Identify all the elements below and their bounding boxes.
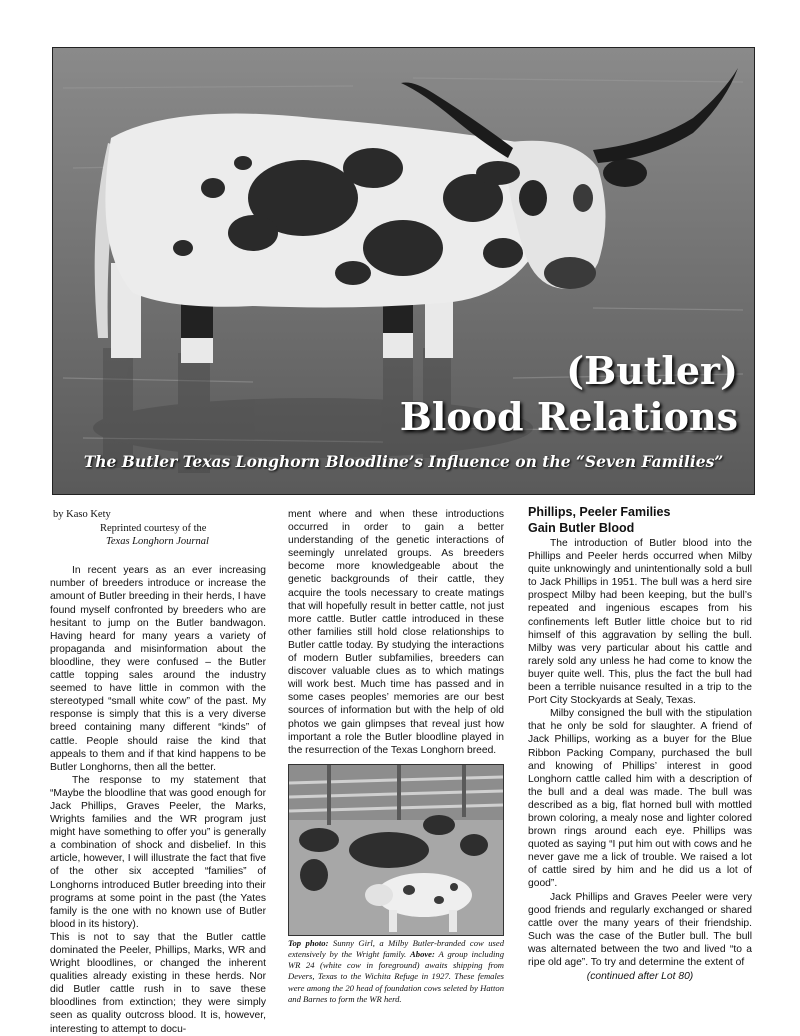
- column-3: [528, 505, 752, 983]
- paragraph: Milby consigned the bull with the stipulation that he only be sold for slaughter. A friend of Jack Phillips, working as a buyer for the Blue Ribbon Packing Company, purchased the bull and knowing of Phillips’ interest in good Longhorn cattle called him with a description of the bull and a deal was made. The bull was described as a big, flat horned bull with mottled brown coloring, a mealy nose and lighter colored brown rings around each eye. Phillips was quoted as saying “I put him out with cows and he never gave me a lick of trouble. We raised a lot of cattle sired by him and he did us a lot of good”.: [528, 708, 752, 890]
- photo-caption: [288, 938, 504, 1005]
- caption-text-top: Sunny Girl, a Milby Butler-branded cow used extensively by the Wright family.: [288, 937, 505, 959]
- caption-label-above: Above:: [410, 948, 435, 959]
- article-title-line1: (Butler): [566, 348, 738, 393]
- section-heading-line2: Gain Butler Blood: [528, 521, 635, 535]
- column-1: [50, 508, 266, 1036]
- cattle-group-photo: [288, 764, 504, 936]
- article-subtitle: The Butler Texas Longhorn Bloodline’s Influence on the “Seven Families”: [83, 452, 724, 471]
- section-heading-line1: Phillips, Peeler Families: [528, 505, 671, 519]
- caption-label-top: Top photo:: [288, 937, 329, 948]
- paragraph: Jack Phillips and Graves Peeler were very good friends and regularly exchanged or shared cattle over the many years of their friendship. Such was the case of the Butler bull. The bull was alternated between the two and lived “to a ripe old age”. To try and determine the extent of: [528, 891, 752, 968]
- paragraph: The introduction of Butler blood into the Phillips and Peeler herds occurred when Milby quite unknowingly and unintentionally sold a bull to Jack Phillips in 1951. The bull was a herd sire prospect Milby had been keeping, but the bull’s repeated and ingenious escapes from his confinements left Butler little choice but to rid himself of this aggravation by selling the bull. Milby was very particular about his cattle and rarely sold any unless he had come to know the buyer quite well. This, plus the fact the bull had been a terrible nuisance resulted in a trip to the Port City Stockyards at Sealy, Texas.: [528, 538, 752, 707]
- paragraph: ment where and when these introductions occurred in order to gain a better understanding of the genetic interactions of seemingly unrelated groups. As breeders become more knowledgeable about the genetic backgrounds of their cattle, they acquire the tools necessary to create matings that will hopefully result in better cattle, not just more cattle. Butler cattle introduced in these other families still hold close relationships to Butler cattle today. By studying the interactions of modern Butler subfamilies, breeders can discover valuable clues as to which matings will work best. Much time has passed and in some cases peoples’ memories are our best sources of information but with the help of old photos we gain glimpses that reveal just how important a role the Butler bloodline played in the resurrection of the Texas Longhorn breed.: [288, 509, 504, 756]
- byline-author: by Kaso Kety: [53, 509, 111, 520]
- paragraph: The response to my statement that “Maybe the bloodline that was good enough for Jack Phillips, Graves Peeler, the Marks, Wrights families and the WR program just might have something to offer you” is generally a combination of shock and disbelief. In this article, however, I will illustrate the fact that five of the other six accepted “families” of Longhorns introduced Butler breeding into their programs at some point in the past (the Yates family is the one with no known use of Butler blood in its history).: [50, 774, 266, 930]
- paragraph: This is not to say that the Butler cattle dominated the Peeler, Phillips, Marks, WR and Wright bloodlines, or changed the inherent qualities already existing in these herds. Nor did Butler cattle rush in to save these bloodlines from extinction; they were simply seen as quality outcross blood. It is, however, interesting to attempt to docu-: [50, 931, 266, 1035]
- continued-note: (continued after Lot 80): [586, 971, 694, 983]
- reprint-publication: Texas Longhorn Journal: [106, 536, 209, 548]
- article-title-line2: Blood Relations: [399, 394, 738, 439]
- reprint-credit: Reprinted courtesy of the: [100, 523, 207, 535]
- caption-text-above: A group including WR 24 (white cow in foreground) awaits shipping from Devers, Texas to the Wichita Refuge in 1927. These females were among the 20 head of foundation cows seleted by Hatton and Barnes to form the WR herd.: [288, 948, 505, 1004]
- cattle-pen-illustration: [289, 765, 503, 935]
- hero-photo: [52, 47, 755, 495]
- column-2: [288, 508, 504, 1005]
- paragraph: In recent years as an ever increasing number of breeders introduce or increase the amount of Butler breeding in their herds, I have found myself confronted by breeders who are hesitant to jump on the Butler bandwagon. Having heard for many years a variety of propaganda and misinformation about the bloodline, they were confused – the Butler cattle topping sales around the industry seemed to have little in common with the stereotyped “small white cow” of the past. My response is simply that this is a very diverse breed containing many different “kinds” of cattle. People should raise the kind that appeals to them and if that kind happens to be Butler Longhorns, then all the better.: [50, 565, 266, 773]
